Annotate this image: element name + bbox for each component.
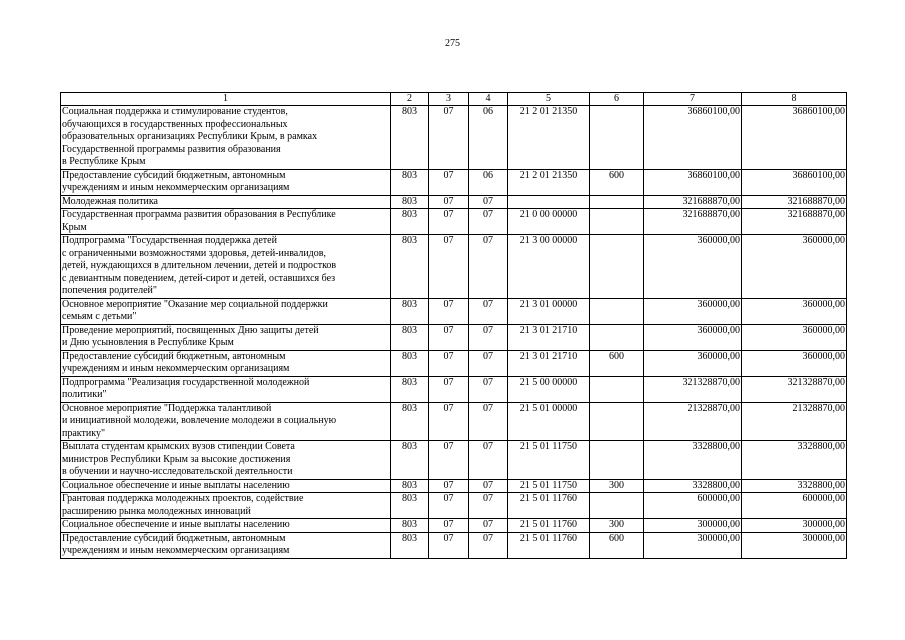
header-cell-1: 1 — [61, 93, 391, 106]
row-expense-type-cell: 600 — [590, 169, 644, 195]
row-expense-type-cell: 300 — [590, 479, 644, 493]
row-amount-col8-cell: 321688870,00 — [742, 195, 847, 209]
row-ministry-code-cell: 803 — [391, 195, 429, 209]
row-name-cell: Социальная поддержка и стимулирование студентов, обучающихся в государственных профессиональных образовательных организациях Республики Крым, в рамках Государственной программы развития образования в Республике Крым — [61, 106, 391, 170]
header-row — [61, 93, 847, 106]
row-name-cell: Предоставление субсидий бюджетным, автономным учреждениям и иным некоммерческим организациям — [61, 169, 391, 195]
row-expense-type-cell — [590, 402, 644, 441]
row-target-article-cell: 21 5 01 11760 — [508, 519, 590, 533]
budget-table — [60, 92, 847, 559]
row-target-article-cell — [508, 195, 590, 209]
table-row — [61, 350, 847, 376]
row-target-article-cell: 21 2 01 21350 — [508, 169, 590, 195]
row-amount-col8-cell: 360000,00 — [742, 235, 847, 299]
row-section-cell: 07 — [429, 493, 469, 519]
row-subsection-cell: 07 — [469, 209, 508, 235]
table-row — [61, 235, 847, 299]
row-section-cell: 07 — [429, 298, 469, 324]
row-section-cell: 07 — [429, 169, 469, 195]
row-amount-col7-cell: 3328800,00 — [644, 479, 742, 493]
row-ministry-code-cell: 803 — [391, 441, 429, 480]
row-amount-col7-cell: 36860100,00 — [644, 106, 742, 170]
row-ministry-code-cell: 803 — [391, 376, 429, 402]
table-row — [61, 402, 847, 441]
row-amount-col8-cell: 3328800,00 — [742, 479, 847, 493]
table-row — [61, 195, 847, 209]
row-name-cell: Основное мероприятие "Оказание мер социальной поддержки семьям с детьми" — [61, 298, 391, 324]
table-row — [61, 479, 847, 493]
table-row — [61, 532, 847, 558]
header-cell-6: 6 — [590, 93, 644, 106]
table-row — [61, 209, 847, 235]
row-target-article-cell: 21 3 00 00000 — [508, 235, 590, 299]
row-section-cell: 07 — [429, 324, 469, 350]
table-row — [61, 169, 847, 195]
row-subsection-cell: 07 — [469, 402, 508, 441]
table-row — [61, 519, 847, 533]
row-amount-col8-cell: 360000,00 — [742, 350, 847, 376]
row-section-cell: 07 — [429, 441, 469, 480]
table-row — [61, 493, 847, 519]
row-section-cell: 07 — [429, 209, 469, 235]
row-subsection-cell: 07 — [469, 493, 508, 519]
row-target-article-cell: 21 3 01 21710 — [508, 324, 590, 350]
row-subsection-cell: 07 — [469, 195, 508, 209]
row-section-cell: 07 — [429, 519, 469, 533]
row-expense-type-cell — [590, 106, 644, 170]
row-amount-col7-cell: 300000,00 — [644, 519, 742, 533]
row-section-cell: 07 — [429, 479, 469, 493]
row-name-cell: Предоставление субсидий бюджетным, автономным учреждениям и иным некоммерческим организациям — [61, 350, 391, 376]
row-ministry-code-cell: 803 — [391, 324, 429, 350]
row-subsection-cell: 07 — [469, 532, 508, 558]
row-amount-col8-cell: 300000,00 — [742, 519, 847, 533]
row-section-cell: 07 — [429, 376, 469, 402]
header-cell-8: 8 — [742, 93, 847, 106]
row-amount-col7-cell: 360000,00 — [644, 350, 742, 376]
row-target-article-cell: 21 3 01 21710 — [508, 350, 590, 376]
row-amount-col7-cell: 36860100,00 — [644, 169, 742, 195]
table-row — [61, 106, 847, 170]
header-cell-3: 3 — [429, 93, 469, 106]
row-subsection-cell: 07 — [469, 441, 508, 480]
row-subsection-cell: 07 — [469, 298, 508, 324]
row-target-article-cell: 21 5 01 11750 — [508, 441, 590, 480]
row-target-article-cell: 21 0 00 00000 — [508, 209, 590, 235]
row-name-cell: Подпрограмма "Реализация государственной молодежной политики" — [61, 376, 391, 402]
row-subsection-cell: 07 — [469, 235, 508, 299]
row-amount-col7-cell: 321688870,00 — [644, 209, 742, 235]
row-ministry-code-cell: 803 — [391, 298, 429, 324]
row-target-article-cell: 21 5 01 11750 — [508, 479, 590, 493]
row-expense-type-cell: 300 — [590, 519, 644, 533]
header-cell-4: 4 — [469, 93, 508, 106]
row-expense-type-cell — [590, 376, 644, 402]
row-amount-col7-cell: 600000,00 — [644, 493, 742, 519]
row-ministry-code-cell: 803 — [391, 235, 429, 299]
row-subsection-cell: 07 — [469, 376, 508, 402]
row-name-cell: Государственная программа развития образования в Республике Крым — [61, 209, 391, 235]
row-amount-col7-cell: 321328870,00 — [644, 376, 742, 402]
row-amount-col7-cell: 321688870,00 — [644, 195, 742, 209]
header-cell-7: 7 — [644, 93, 742, 106]
row-ministry-code-cell: 803 — [391, 209, 429, 235]
row-target-article-cell: 21 3 01 00000 — [508, 298, 590, 324]
header-cell-5: 5 — [508, 93, 590, 106]
row-amount-col7-cell: 3328800,00 — [644, 441, 742, 480]
row-ministry-code-cell: 803 — [391, 532, 429, 558]
row-amount-col7-cell: 300000,00 — [644, 532, 742, 558]
row-expense-type-cell — [590, 298, 644, 324]
row-ministry-code-cell: 803 — [391, 493, 429, 519]
row-name-cell: Грантовая поддержка молодежных проектов, содействие расширению рынка молодежных инноваций — [61, 493, 391, 519]
page-number: 275 — [445, 38, 460, 49]
row-target-article-cell: 21 5 01 00000 — [508, 402, 590, 441]
row-name-cell: Предоставление субсидий бюджетным, автономным учреждениям и иным некоммерческим организациям — [61, 532, 391, 558]
row-name-cell: Основное мероприятие "Поддержка талантливой и инициативной молодежи, вовлечение молодежи в социальную практику" — [61, 402, 391, 441]
row-amount-col7-cell: 360000,00 — [644, 298, 742, 324]
row-ministry-code-cell: 803 — [391, 169, 429, 195]
row-ministry-code-cell: 803 — [391, 106, 429, 170]
row-target-article-cell: 21 5 00 00000 — [508, 376, 590, 402]
table-row — [61, 324, 847, 350]
row-amount-col8-cell: 36860100,00 — [742, 106, 847, 170]
row-amount-col8-cell: 360000,00 — [742, 324, 847, 350]
row-name-cell: Социальное обеспечение и иные выплаты населению — [61, 479, 391, 493]
table-row — [61, 441, 847, 480]
row-subsection-cell: 07 — [469, 350, 508, 376]
row-expense-type-cell — [590, 493, 644, 519]
row-subsection-cell: 06 — [469, 169, 508, 195]
row-amount-col8-cell: 321688870,00 — [742, 209, 847, 235]
row-amount-col8-cell: 360000,00 — [742, 298, 847, 324]
row-section-cell: 07 — [429, 106, 469, 170]
row-ministry-code-cell: 803 — [391, 479, 429, 493]
row-name-cell: Проведение мероприятий, посвященных Дню защиты детей и Дню усыновления в Республике Крым — [61, 324, 391, 350]
header-cell-2: 2 — [391, 93, 429, 106]
row-amount-col7-cell: 360000,00 — [644, 324, 742, 350]
row-name-cell: Выплата студентам крымских вузов стипендии Совета министров Республики Крым за высокие достижения в обучении и научно-исследовательской деятельности — [61, 441, 391, 480]
row-amount-col8-cell: 300000,00 — [742, 532, 847, 558]
row-ministry-code-cell: 803 — [391, 350, 429, 376]
row-subsection-cell: 07 — [469, 479, 508, 493]
row-section-cell: 07 — [429, 532, 469, 558]
row-section-cell: 07 — [429, 195, 469, 209]
row-target-article-cell: 21 5 01 11760 — [508, 493, 590, 519]
row-section-cell: 07 — [429, 350, 469, 376]
row-subsection-cell: 07 — [469, 519, 508, 533]
table-row — [61, 376, 847, 402]
row-amount-col8-cell: 600000,00 — [742, 493, 847, 519]
row-amount-col7-cell: 360000,00 — [644, 235, 742, 299]
row-target-article-cell: 21 5 01 11760 — [508, 532, 590, 558]
row-expense-type-cell — [590, 235, 644, 299]
row-amount-col7-cell: 21328870,00 — [644, 402, 742, 441]
row-amount-col8-cell: 21328870,00 — [742, 402, 847, 441]
row-expense-type-cell — [590, 324, 644, 350]
table-body — [61, 106, 847, 559]
row-target-article-cell: 21 2 01 21350 — [508, 106, 590, 170]
row-amount-col8-cell: 321328870,00 — [742, 376, 847, 402]
row-expense-type-cell: 600 — [590, 532, 644, 558]
row-name-cell: Молодежная политика — [61, 195, 391, 209]
row-name-cell: Социальное обеспечение и иные выплаты населению — [61, 519, 391, 533]
row-expense-type-cell — [590, 441, 644, 480]
row-expense-type-cell — [590, 195, 644, 209]
row-amount-col8-cell: 36860100,00 — [742, 169, 847, 195]
row-expense-type-cell: 600 — [590, 350, 644, 376]
row-subsection-cell: 06 — [469, 106, 508, 170]
row-subsection-cell: 07 — [469, 324, 508, 350]
row-amount-col8-cell: 3328800,00 — [742, 441, 847, 480]
row-section-cell: 07 — [429, 235, 469, 299]
row-name-cell: Подпрограмма "Государственная поддержка детей с ограниченными возможностями здоровья, детей-инвалидов, детей, нуждающихся в длительном лечении, детей и подростков с девиантным поведением, детей-сирот и детей, оставшихся без попечения родителей" — [61, 235, 391, 299]
table-row — [61, 298, 847, 324]
row-expense-type-cell — [590, 209, 644, 235]
row-section-cell: 07 — [429, 402, 469, 441]
row-ministry-code-cell: 803 — [391, 402, 429, 441]
row-ministry-code-cell: 803 — [391, 519, 429, 533]
